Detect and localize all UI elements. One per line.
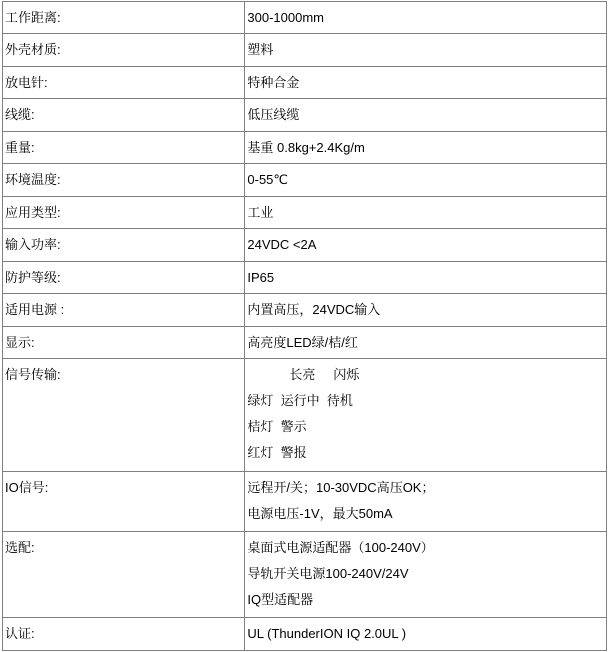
signal-header-blink: 闪烁 bbox=[333, 367, 360, 382]
row-value: 内置高压，24VDC输入 bbox=[245, 294, 607, 327]
row-application-type bbox=[3, 197, 607, 229]
row-label: IO信号: bbox=[3, 472, 245, 532]
row-label: 输入功率: bbox=[3, 229, 245, 262]
spec-table bbox=[2, 1, 607, 651]
row-housing-material bbox=[3, 34, 607, 67]
row-certification bbox=[3, 618, 607, 651]
row-value: IP65 bbox=[245, 262, 607, 294]
option-line: 导轨开关电源100-240V/24V bbox=[247, 566, 409, 581]
row-value: 24VDC <2A bbox=[245, 229, 607, 262]
row-value: UL (ThunderION IQ 2.0UL ) bbox=[245, 618, 607, 651]
io-line: 远程开/关；10-30VDC高压OK； bbox=[247, 480, 435, 495]
row-label: 工作距离: bbox=[3, 2, 245, 34]
row-label: 放电针: bbox=[3, 67, 245, 99]
row-label: 应用类型: bbox=[3, 197, 245, 229]
row-value: 基重 0.8kg+2.4Kg/m bbox=[245, 132, 607, 164]
row-value: 高亮度LED绿/桔/红 bbox=[245, 327, 607, 359]
row-value bbox=[245, 359, 607, 472]
row-cable bbox=[3, 99, 607, 132]
row-label: 选配: bbox=[3, 532, 245, 618]
row-value: 塑料 bbox=[245, 34, 607, 67]
row-label: 信号传输: bbox=[3, 359, 245, 472]
row-label: 防护等级: bbox=[3, 262, 245, 294]
signal-line-green: 绿灯 运行中 待机 bbox=[247, 393, 353, 408]
row-value: 工业 bbox=[245, 197, 607, 229]
row-input-power bbox=[3, 229, 607, 262]
signal-header-steady: 长亮 bbox=[289, 367, 316, 382]
row-options bbox=[3, 532, 607, 618]
row-working-distance bbox=[3, 2, 607, 34]
row-value: 0-55℃ bbox=[245, 164, 607, 197]
option-line: 桌面式电源适配器（100-240V） bbox=[247, 540, 434, 555]
row-discharge-needle bbox=[3, 67, 607, 99]
row-label: 重量: bbox=[3, 132, 245, 164]
signal-line-orange: 桔灯 警示 bbox=[247, 419, 307, 434]
row-value bbox=[245, 472, 607, 532]
signal-line-red: 红灯 警报 bbox=[247, 445, 307, 460]
row-value: 低压线缆 bbox=[245, 99, 607, 132]
option-line: IQ型适配器 bbox=[247, 592, 314, 607]
row-protection-rating bbox=[3, 262, 607, 294]
row-label: 环境温度: bbox=[3, 164, 245, 197]
row-label: 外壳材质: bbox=[3, 34, 245, 67]
row-weight bbox=[3, 132, 607, 164]
row-value bbox=[245, 532, 607, 618]
row-signal-transmission bbox=[3, 359, 607, 472]
row-io-signal bbox=[3, 472, 607, 532]
row-label: 显示: bbox=[3, 327, 245, 359]
row-label: 适用电源 : bbox=[3, 294, 245, 327]
row-value: 300-1000mm bbox=[245, 2, 607, 34]
row-label: 线缆: bbox=[3, 99, 245, 132]
row-display bbox=[3, 327, 607, 359]
signal-header bbox=[247, 362, 604, 388]
row-ambient-temperature bbox=[3, 164, 607, 197]
row-value: 特种合金 bbox=[245, 67, 607, 99]
row-power-supply bbox=[3, 294, 607, 327]
io-line: 电源电压-1V，最大50mA bbox=[247, 506, 393, 521]
row-label: 认证: bbox=[3, 618, 245, 651]
